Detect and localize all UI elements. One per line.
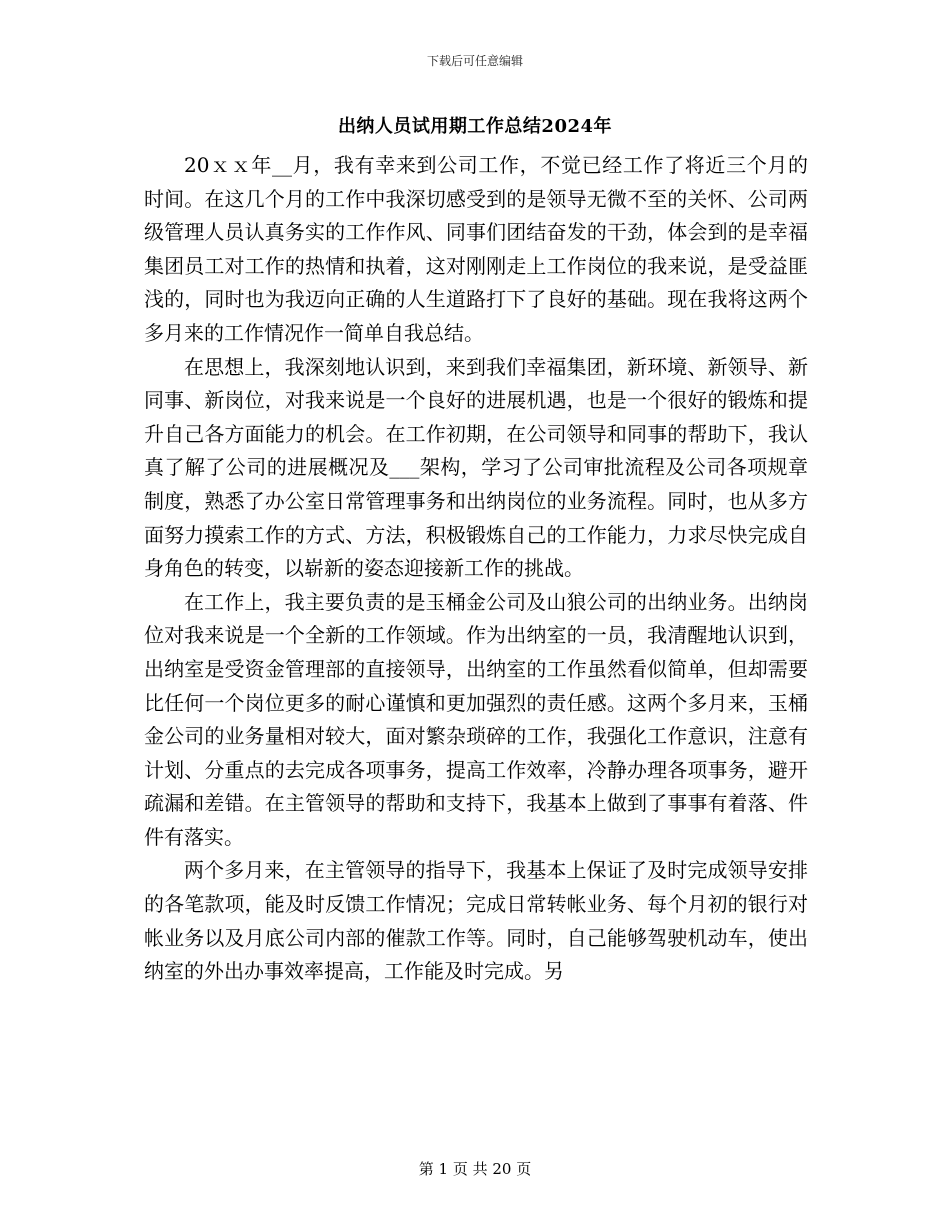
document-body	[144, 149, 808, 989]
document-title: 出纳人员试用期工作总结2024年	[337, 116, 613, 137]
page-footer: 第 1 页 共 20 页	[418, 1160, 532, 1178]
paragraph-thinking: 在思想上，我深刻地认识到，来到我们幸福集团，新环境、新领导、新同事、新岗位，对我来说是一个良好的进展机遇，也是一个很好的锻炼和提升自己各方面能力的机会。在工作初期，在公司领导和同事的帮助下，我认真了解了公司的进展概况及___架构，学习了公司审批流程及公司各项规章制度，熟悉了办公室日常管理事务和出纳岗位的业务流程。同时，也从多方面努力摸索工作的方式、方法，积极锻炼自己的工作能力，力求尽快完成自身角色的转变，以崭新的姿态迎接新工作的挑战。	[144, 354, 808, 581]
paragraph-achievements: 两个多月来，在主管领导的指导下，我基本上保证了及时完成领导安排的各笔款项，能及时反馈工作情况；完成日常转帐业务、每个月初的银行对帐业务以及月底公司内部的催款工作等。同时，自己能够驾驶机动车，使出纳室的外出办事效率提高，工作能及时完成。另	[144, 858, 808, 984]
paragraph-intro: 20ｘｘ年__月，我有幸来到公司工作，不觉已经工作了将近三个月的时间。在这几个月的工作中我深切感受到的是领导无微不至的关怀、公司两级管理人员认真务实的工作作风、同事们团结奋发的干劲，体会到的是幸福集团员工对工作的热情和执着，这对刚刚走上工作岗位的我来说，是受益匪浅的，同时也为我迈向正确的人生道路打下了良好的基础。现在我将这两个多月来的工作情况作一简单自我总结。	[144, 153, 808, 345]
page-header-note: 下载后可任意编辑	[426, 54, 523, 68]
paragraph-work: 在工作上，我主要负责的是玉桶金公司及山狼公司的出纳业务。出纳岗位对我来说是一个全新的工作领域。作为出纳室的一员，我清醒地认识到，出纳室是受资金管理部的直接领导，出纳室的工作虽然看似简单，但却需要比任何一个岗位更多的耐心谨慎和更加强烈的责任感。这两个多月来，玉桶金公司的业务量相对较大，面对繁杂琐碎的工作，我强化工作意识，注意有计划、分重点的去完成各项事务，提高工作效率，冷静办理各项事务，避开疏漏和差错。在主管领导的帮助和支持下，我基本上做到了事事有着落、件件有落实。	[144, 589, 808, 849]
